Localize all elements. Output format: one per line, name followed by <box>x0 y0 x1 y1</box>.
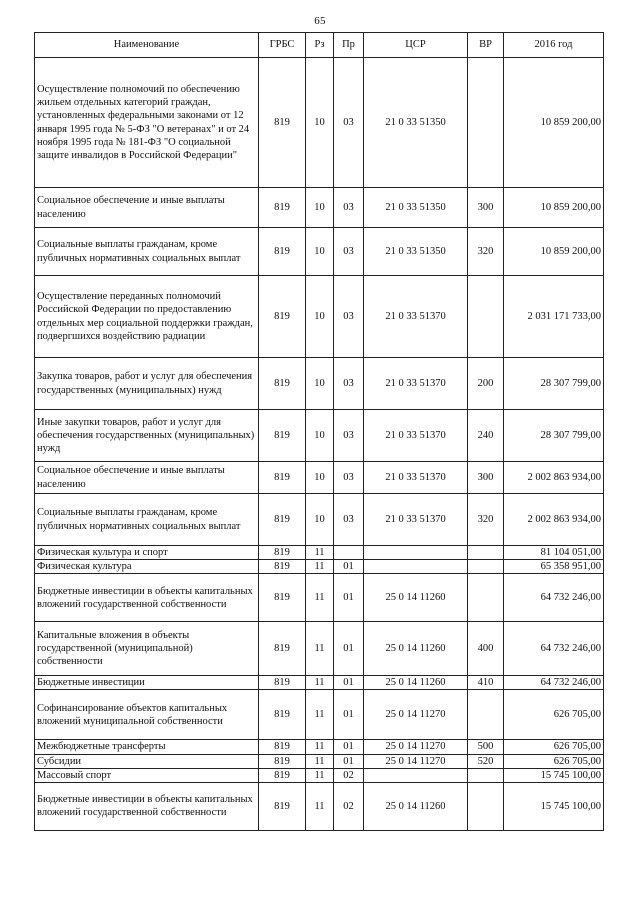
row-rz: 11 <box>306 690 334 740</box>
row-rz: 10 <box>306 358 334 410</box>
row-grbs: 819 <box>259 690 306 740</box>
row-pr: 03 <box>334 188 364 228</box>
row-vr: 240 <box>468 410 504 462</box>
row-vr <box>468 768 504 782</box>
header-rz: Рз <box>306 33 334 58</box>
row-name: Бюджетные инвестиции в объекты капитальных вложений государственной собственности <box>35 782 259 830</box>
row-amount: 10 859 200,00 <box>504 188 604 228</box>
row-amount: 64 732 246,00 <box>504 622 604 676</box>
row-vr <box>468 546 504 560</box>
row-amount: 81 104 051,00 <box>504 546 604 560</box>
row-csr: 21 0 33 51370 <box>364 276 468 358</box>
table-row <box>35 410 604 462</box>
table-row <box>35 276 604 358</box>
row-pr: 03 <box>334 228 364 276</box>
row-csr: 21 0 33 51370 <box>364 494 468 546</box>
header-vr: ВР <box>468 33 504 58</box>
row-vr: 300 <box>468 188 504 228</box>
row-grbs: 819 <box>259 574 306 622</box>
row-rz: 10 <box>306 228 334 276</box>
header-pr: Пр <box>334 33 364 58</box>
table-row <box>35 462 604 494</box>
row-csr: 21 0 33 51370 <box>364 358 468 410</box>
row-name: Физическая культура и спорт <box>35 546 259 560</box>
row-name: Социальные выплаты гражданам, кроме публичных нормативных социальных выплат <box>35 494 259 546</box>
row-rz: 11 <box>306 560 334 574</box>
table-row <box>35 782 604 830</box>
row-vr: 400 <box>468 622 504 676</box>
row-vr: 320 <box>468 228 504 276</box>
row-name: Физическая культура <box>35 560 259 574</box>
row-amount: 28 307 799,00 <box>504 358 604 410</box>
header-name: Наименование <box>35 33 259 58</box>
row-amount: 65 358 951,00 <box>504 560 604 574</box>
row-amount: 10 859 200,00 <box>504 58 604 188</box>
row-csr <box>364 560 468 574</box>
row-pr: 03 <box>334 358 364 410</box>
row-grbs: 819 <box>259 188 306 228</box>
row-rz: 10 <box>306 410 334 462</box>
row-vr: 200 <box>468 358 504 410</box>
row-pr: 01 <box>334 690 364 740</box>
row-vr <box>468 690 504 740</box>
row-amount: 15 745 100,00 <box>504 768 604 782</box>
row-grbs: 819 <box>259 754 306 768</box>
row-pr: 03 <box>334 494 364 546</box>
row-grbs: 819 <box>259 358 306 410</box>
row-csr: 21 0 33 51370 <box>364 462 468 494</box>
row-amount: 28 307 799,00 <box>504 410 604 462</box>
row-grbs: 819 <box>259 276 306 358</box>
table-row <box>35 622 604 676</box>
row-csr: 25 0 14 11260 <box>364 574 468 622</box>
table-row <box>35 768 604 782</box>
row-grbs: 819 <box>259 560 306 574</box>
row-name: Социальное обеспечение и иные выплаты населению <box>35 188 259 228</box>
header-csr: ЦСР <box>364 33 468 58</box>
row-vr <box>468 560 504 574</box>
row-csr: 25 0 14 11270 <box>364 740 468 754</box>
table-row <box>35 740 604 754</box>
row-pr: 03 <box>334 276 364 358</box>
row-grbs: 819 <box>259 462 306 494</box>
header-grbs: ГРБС <box>259 33 306 58</box>
page-number: 65 <box>314 15 326 27</box>
row-pr <box>334 546 364 560</box>
row-vr: 520 <box>468 754 504 768</box>
table-header-row <box>35 33 604 58</box>
row-name: Иные закупки товаров, работ и услуг для обеспечения государственных (муниципальных) нужд <box>35 410 259 462</box>
row-amount: 15 745 100,00 <box>504 782 604 830</box>
row-name: Социальное обеспечение и иные выплаты населению <box>35 462 259 494</box>
row-vr <box>468 782 504 830</box>
row-csr: 21 0 33 51350 <box>364 58 468 188</box>
row-pr: 01 <box>334 574 364 622</box>
row-name: Бюджетные инвестиции в объекты капитальных вложений государственной собственности <box>35 574 259 622</box>
table-row <box>35 560 604 574</box>
table-row <box>35 228 604 276</box>
row-name: Межбюджетные трансферты <box>35 740 259 754</box>
table-row <box>35 358 604 410</box>
row-name: Закупка товаров, работ и услуг для обеспечения государственных (муниципальных) нужд <box>35 358 259 410</box>
row-csr: 21 0 33 51370 <box>364 410 468 462</box>
row-rz: 11 <box>306 622 334 676</box>
row-csr: 25 0 14 11260 <box>364 622 468 676</box>
row-rz: 11 <box>306 768 334 782</box>
row-rz: 10 <box>306 188 334 228</box>
row-amount: 2 002 863 934,00 <box>504 494 604 546</box>
row-rz: 11 <box>306 574 334 622</box>
row-vr: 300 <box>468 462 504 494</box>
row-amount: 2 002 863 934,00 <box>504 462 604 494</box>
row-pr: 03 <box>334 410 364 462</box>
row-grbs: 819 <box>259 410 306 462</box>
row-name: Софинансирование объектов капитальных вложений муниципальной собственности <box>35 690 259 740</box>
row-amount: 10 859 200,00 <box>504 228 604 276</box>
row-amount: 64 732 246,00 <box>504 574 604 622</box>
table-row <box>35 494 604 546</box>
table-row <box>35 188 604 228</box>
row-name: Капитальные вложения в объекты государственной (муниципальной) собственности <box>35 622 259 676</box>
row-grbs: 819 <box>259 546 306 560</box>
row-rz: 10 <box>306 276 334 358</box>
row-vr <box>468 58 504 188</box>
row-grbs: 819 <box>259 676 306 690</box>
row-name: Осуществление полномочий по обеспечению жильем отдельных категорий граждан, установленных федеральными законами от 12 января 1995 года № 5-ФЗ "О ветеранах" и от 24 ноября 1995 года № 181-ФЗ "О социальной защите инвалидов в Российской Федерации" <box>35 58 259 188</box>
row-csr: 25 0 14 11260 <box>364 782 468 830</box>
row-vr <box>468 276 504 358</box>
row-name: Осуществление переданных полномочий Российской Федерации по предоставлению отдельных мер социальной поддержки граждан, подвергшихся воздействию радиации <box>35 276 259 358</box>
table-row <box>35 546 604 560</box>
row-csr: 25 0 14 11270 <box>364 754 468 768</box>
row-rz: 11 <box>306 754 334 768</box>
row-name: Массовый спорт <box>35 768 259 782</box>
row-amount: 626 705,00 <box>504 690 604 740</box>
row-grbs: 819 <box>259 228 306 276</box>
row-name: Субсидии <box>35 754 259 768</box>
row-vr: 320 <box>468 494 504 546</box>
row-amount: 626 705,00 <box>504 754 604 768</box>
row-rz: 11 <box>306 740 334 754</box>
row-grbs: 819 <box>259 782 306 830</box>
row-grbs: 819 <box>259 494 306 546</box>
row-rz: 10 <box>306 494 334 546</box>
row-rz: 10 <box>306 462 334 494</box>
row-pr: 01 <box>334 560 364 574</box>
row-pr: 01 <box>334 754 364 768</box>
row-amount: 64 732 246,00 <box>504 676 604 690</box>
row-rz: 11 <box>306 546 334 560</box>
row-pr: 02 <box>334 768 364 782</box>
header-year: 2016 год <box>504 33 604 58</box>
row-csr: 21 0 33 51350 <box>364 228 468 276</box>
row-grbs: 819 <box>259 58 306 188</box>
row-csr: 21 0 33 51350 <box>364 188 468 228</box>
budget-table <box>34 32 604 831</box>
row-pr: 03 <box>334 462 364 494</box>
row-csr: 25 0 14 11260 <box>364 676 468 690</box>
row-vr: 410 <box>468 676 504 690</box>
row-pr: 01 <box>334 622 364 676</box>
row-pr: 03 <box>334 58 364 188</box>
row-pr: 01 <box>334 740 364 754</box>
row-pr: 02 <box>334 782 364 830</box>
row-vr <box>468 574 504 622</box>
row-amount: 626 705,00 <box>504 740 604 754</box>
row-rz: 11 <box>306 782 334 830</box>
row-rz: 10 <box>306 58 334 188</box>
row-csr <box>364 768 468 782</box>
table-row <box>35 754 604 768</box>
table-row <box>35 574 604 622</box>
row-pr: 01 <box>334 676 364 690</box>
row-csr <box>364 546 468 560</box>
row-name: Бюджетные инвестиции <box>35 676 259 690</box>
row-name: Социальные выплаты гражданам, кроме публичных нормативных социальных выплат <box>35 228 259 276</box>
table-row <box>35 58 604 188</box>
table-row <box>35 676 604 690</box>
row-grbs: 819 <box>259 622 306 676</box>
table-row <box>35 690 604 740</box>
row-vr: 500 <box>468 740 504 754</box>
row-rz: 11 <box>306 676 334 690</box>
row-csr: 25 0 14 11270 <box>364 690 468 740</box>
row-grbs: 819 <box>259 740 306 754</box>
row-grbs: 819 <box>259 768 306 782</box>
row-amount: 2 031 171 733,00 <box>504 276 604 358</box>
